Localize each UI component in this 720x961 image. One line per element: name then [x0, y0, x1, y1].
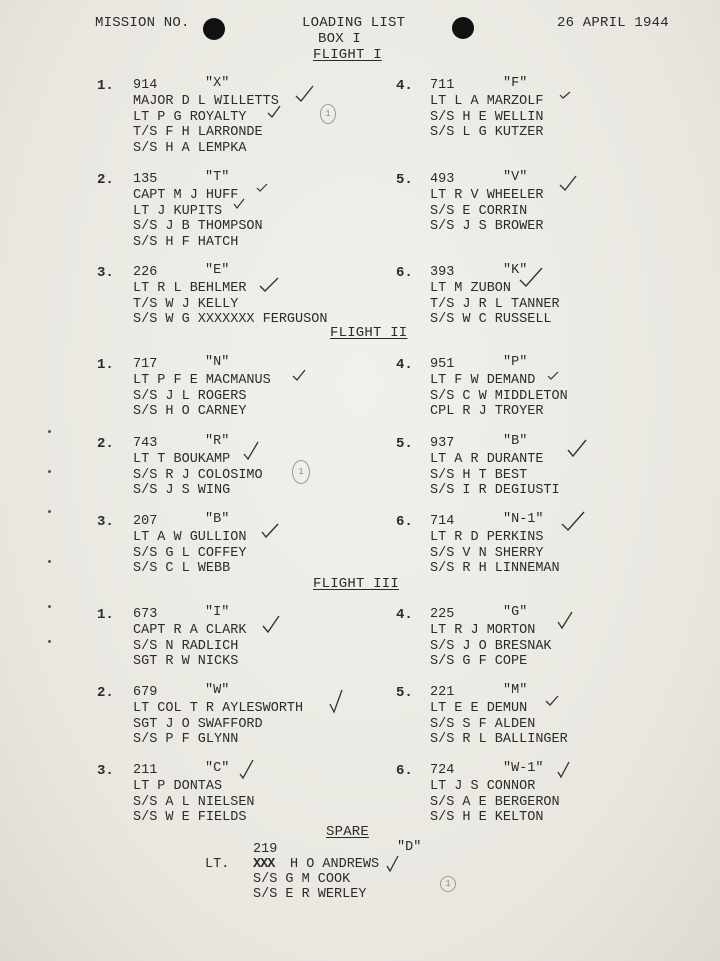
crew-member: S/S S F ALDEN	[430, 716, 536, 732]
aircraft-number: 221	[430, 685, 455, 700]
crew-member: LT T BOUKAMP	[133, 452, 231, 467]
checkmark-icon	[260, 522, 280, 540]
aircraft-number: 493	[430, 172, 455, 187]
crew-member: LT R J MORTON	[430, 623, 536, 638]
aircraft-number: 711	[430, 78, 455, 93]
aircraft-letter: "T"	[205, 170, 230, 185]
crew-member: S/S R J COLOSIMO	[133, 467, 263, 483]
spare-crew-1: H O ANDREWS	[290, 857, 380, 872]
aircraft-number: 225	[430, 607, 455, 622]
aircraft-letter: "R"	[205, 434, 230, 449]
spare-crew-3: S/S E R WERLEY	[253, 887, 367, 902]
crew-member: S/S H F HATCH	[133, 234, 239, 250]
margin-speck	[48, 640, 51, 643]
margin-speck	[48, 470, 51, 473]
crew-position-number: 4.	[396, 357, 413, 373]
spare-crew-2: S/S G M COOK	[253, 872, 351, 887]
crew-member: S/S A L NIELSEN	[133, 794, 255, 810]
aircraft-number: 393	[430, 265, 455, 280]
checkmark-icon	[560, 510, 586, 534]
crew-position-number: 2.	[97, 685, 114, 701]
crew-position-number: 2.	[97, 172, 114, 188]
crew-position-number: 5.	[396, 436, 413, 452]
crew-member: LT P G ROYALTY	[133, 109, 247, 125]
punch-hole-left	[203, 18, 225, 40]
crew-member: LT COL T R AYLESWORTH	[133, 701, 304, 716]
checkmark-icon	[558, 174, 578, 194]
spare-plane: 219	[253, 842, 278, 857]
checkmark-icon	[255, 182, 269, 194]
margin-speck	[48, 560, 51, 563]
crew-member: S/S N RADLICH	[133, 638, 239, 654]
aircraft-letter: "E"	[205, 263, 230, 278]
crew-member: S/S J L ROGERS	[133, 388, 247, 404]
aircraft-number: 937	[430, 436, 455, 451]
crew-member: LT L A MARZOLF	[430, 94, 544, 109]
aircraft-number: 679	[133, 685, 158, 700]
aircraft-number: 714	[430, 514, 455, 529]
crew-member: LT R L BEHLMER	[133, 281, 247, 296]
crew-member: SGT R W NICKS	[133, 654, 239, 670]
checkmark-icon	[242, 440, 260, 462]
crew-position-number: 6.	[396, 514, 413, 530]
checkmark-icon	[232, 197, 246, 211]
crew-member: S/S I R DEGIUSTI	[430, 483, 560, 499]
crew-member: LT F W DEMAND	[430, 373, 536, 388]
pencil-circle-mark: 1	[292, 460, 310, 484]
aircraft-letter: "C"	[205, 761, 230, 776]
aircraft-letter: "P"	[503, 355, 528, 370]
aircraft-number: 673	[133, 607, 158, 622]
checkmark-icon	[518, 266, 544, 290]
crew-position-number: 1.	[97, 357, 114, 373]
margin-speck	[48, 605, 51, 608]
crew-member: S/S C W MIDDLETON	[430, 388, 568, 404]
crew-member: S/S H O CARNEY	[133, 404, 247, 420]
box-label: BOX I	[318, 31, 362, 47]
aircraft-number: 743	[133, 436, 158, 451]
aircraft-number: 914	[133, 78, 158, 93]
flight-title: FLIGHT II	[330, 325, 408, 341]
crew-position-number: 6.	[396, 763, 413, 779]
aircraft-number: 226	[133, 265, 158, 280]
checkmark-icon	[266, 104, 282, 120]
crew-member: S/S V N SHERRY	[430, 545, 544, 561]
crew-member: S/S H E KELTON	[430, 810, 544, 826]
crew-position-number: 6.	[396, 265, 413, 281]
crew-member: S/S H E WELLIN	[430, 109, 544, 125]
crew-position-number: 3.	[97, 763, 114, 779]
crew-position-number: 2.	[97, 436, 114, 452]
aircraft-number: 951	[430, 357, 455, 372]
aircraft-number: 717	[133, 357, 158, 372]
spare-title: SPARE	[326, 824, 370, 840]
aircraft-letter: "W-1"	[503, 761, 544, 776]
crew-member: LT R D PERKINS	[430, 530, 544, 545]
checkmark-icon	[258, 276, 280, 294]
flight-title: FLIGHT III	[313, 576, 400, 592]
crew-member: LT P F E MACMANUS	[133, 373, 271, 388]
crew-member: S/S A E BERGERON	[430, 794, 560, 810]
crew-member: S/S G L COFFEY	[133, 545, 247, 561]
crew-member: LT J S CONNOR	[430, 779, 536, 794]
spare-struck-text: XXX	[253, 857, 275, 872]
crew-member: LT R V WHEELER	[430, 188, 544, 203]
aircraft-number: 207	[133, 514, 158, 529]
crew-member: LT M ZUBON	[430, 281, 512, 296]
mission-label: MISSION NO.	[95, 15, 190, 31]
flight-title: FLIGHT I	[313, 47, 382, 63]
crew-member: S/S G F COPE	[430, 654, 528, 670]
checkmark-icon	[294, 84, 316, 104]
checkmark-icon	[261, 614, 281, 636]
checkmark-icon	[566, 438, 588, 460]
crew-member: LT E E DEMUN	[430, 701, 528, 716]
aircraft-number: 135	[133, 172, 158, 187]
crew-member: S/S H T BEST	[430, 467, 528, 483]
crew-member: CAPT M J HUFF	[133, 188, 239, 203]
pencil-circle-mark: 1	[440, 876, 456, 892]
aircraft-letter: "N"	[205, 355, 230, 370]
crew-member: T/S J R L TANNER	[430, 296, 560, 312]
pencil-circle-mark: 1	[320, 104, 336, 124]
checkmark-icon	[556, 760, 572, 780]
crew-member: SGT J O SWAFFORD	[133, 716, 263, 732]
crew-member: S/S J S BROWER	[430, 219, 544, 235]
crew-member: T/S W J KELLY	[133, 296, 239, 312]
aircraft-number: 211	[133, 763, 158, 778]
crew-member: S/S W E FIELDS	[133, 810, 247, 826]
crew-member: LT P DONTAS	[133, 779, 223, 794]
crew-member: S/S P F GLYNN	[133, 732, 239, 748]
crew-position-number: 5.	[396, 685, 413, 701]
crew-member: CPL R J TROYER	[430, 404, 544, 420]
crew-position-number: 1.	[97, 78, 114, 94]
crew-member: T/S F H LARRONDE	[133, 125, 263, 141]
aircraft-letter: "N-1"	[503, 512, 544, 527]
aircraft-letter: "X"	[205, 76, 230, 91]
crew-member: S/S C L WEBB	[133, 561, 231, 577]
doc-title: LOADING LIST	[302, 15, 406, 31]
crew-member: S/S W C RUSSELL	[430, 312, 552, 328]
aircraft-letter: "M"	[503, 683, 528, 698]
crew-position-number: 5.	[396, 172, 413, 188]
crew-member: S/S J S WING	[133, 483, 231, 499]
aircraft-letter: "G"	[503, 605, 528, 620]
margin-speck	[48, 430, 51, 433]
crew-member: S/S J O BRESNAK	[430, 638, 552, 654]
spare-code: "D"	[397, 840, 422, 855]
crew-position-number: 3.	[97, 514, 114, 530]
checkmark-icon	[291, 368, 307, 384]
crew-member: S/S R H LINNEMAN	[430, 561, 560, 577]
checkmark-icon	[385, 854, 401, 874]
aircraft-letter: "W"	[205, 683, 230, 698]
aircraft-letter: "B"	[503, 434, 528, 449]
crew-member: LT A R DURANTE	[430, 452, 544, 467]
punch-hole-right	[452, 17, 474, 39]
aircraft-letter: "F"	[503, 76, 528, 91]
crew-member: S/S R L BALLINGER	[430, 732, 568, 748]
crew-position-number: 4.	[396, 607, 413, 623]
aircraft-letter: "I"	[205, 605, 230, 620]
doc-date: 26 APRIL 1944	[557, 15, 669, 31]
spare-rank: LT.	[205, 857, 230, 872]
aircraft-letter: "B"	[205, 512, 230, 527]
checkmark-icon	[544, 694, 560, 708]
crew-position-number: 4.	[396, 78, 413, 94]
checkmark-icon	[238, 758, 256, 782]
checkmark-icon	[556, 610, 574, 632]
crew-member: CAPT R A CLARK	[133, 623, 247, 638]
crew-member: S/S J B THOMPSON	[133, 219, 263, 235]
crew-position-number: 3.	[97, 265, 114, 281]
checkmark-icon	[328, 688, 346, 716]
margin-speck	[48, 510, 51, 513]
aircraft-letter: "K"	[503, 263, 528, 278]
crew-member: LT A W GULLION	[133, 530, 247, 545]
crew-member: LT J KUPITS	[133, 203, 223, 219]
crew-member: S/S E CORRIN	[430, 203, 528, 219]
crew-member: S/S H A LEMPKA	[133, 140, 247, 156]
aircraft-number: 724	[430, 763, 455, 778]
checkmark-icon	[558, 90, 572, 100]
aircraft-letter: "V"	[503, 170, 528, 185]
checkmark-icon	[546, 370, 560, 382]
crew-member: S/S L G KUTZER	[430, 125, 544, 141]
crew-member: MAJOR D L WILLETTS	[133, 94, 279, 109]
crew-member: S/S W G XXXXXXX FERGUSON	[133, 312, 328, 328]
crew-position-number: 1.	[97, 607, 114, 623]
